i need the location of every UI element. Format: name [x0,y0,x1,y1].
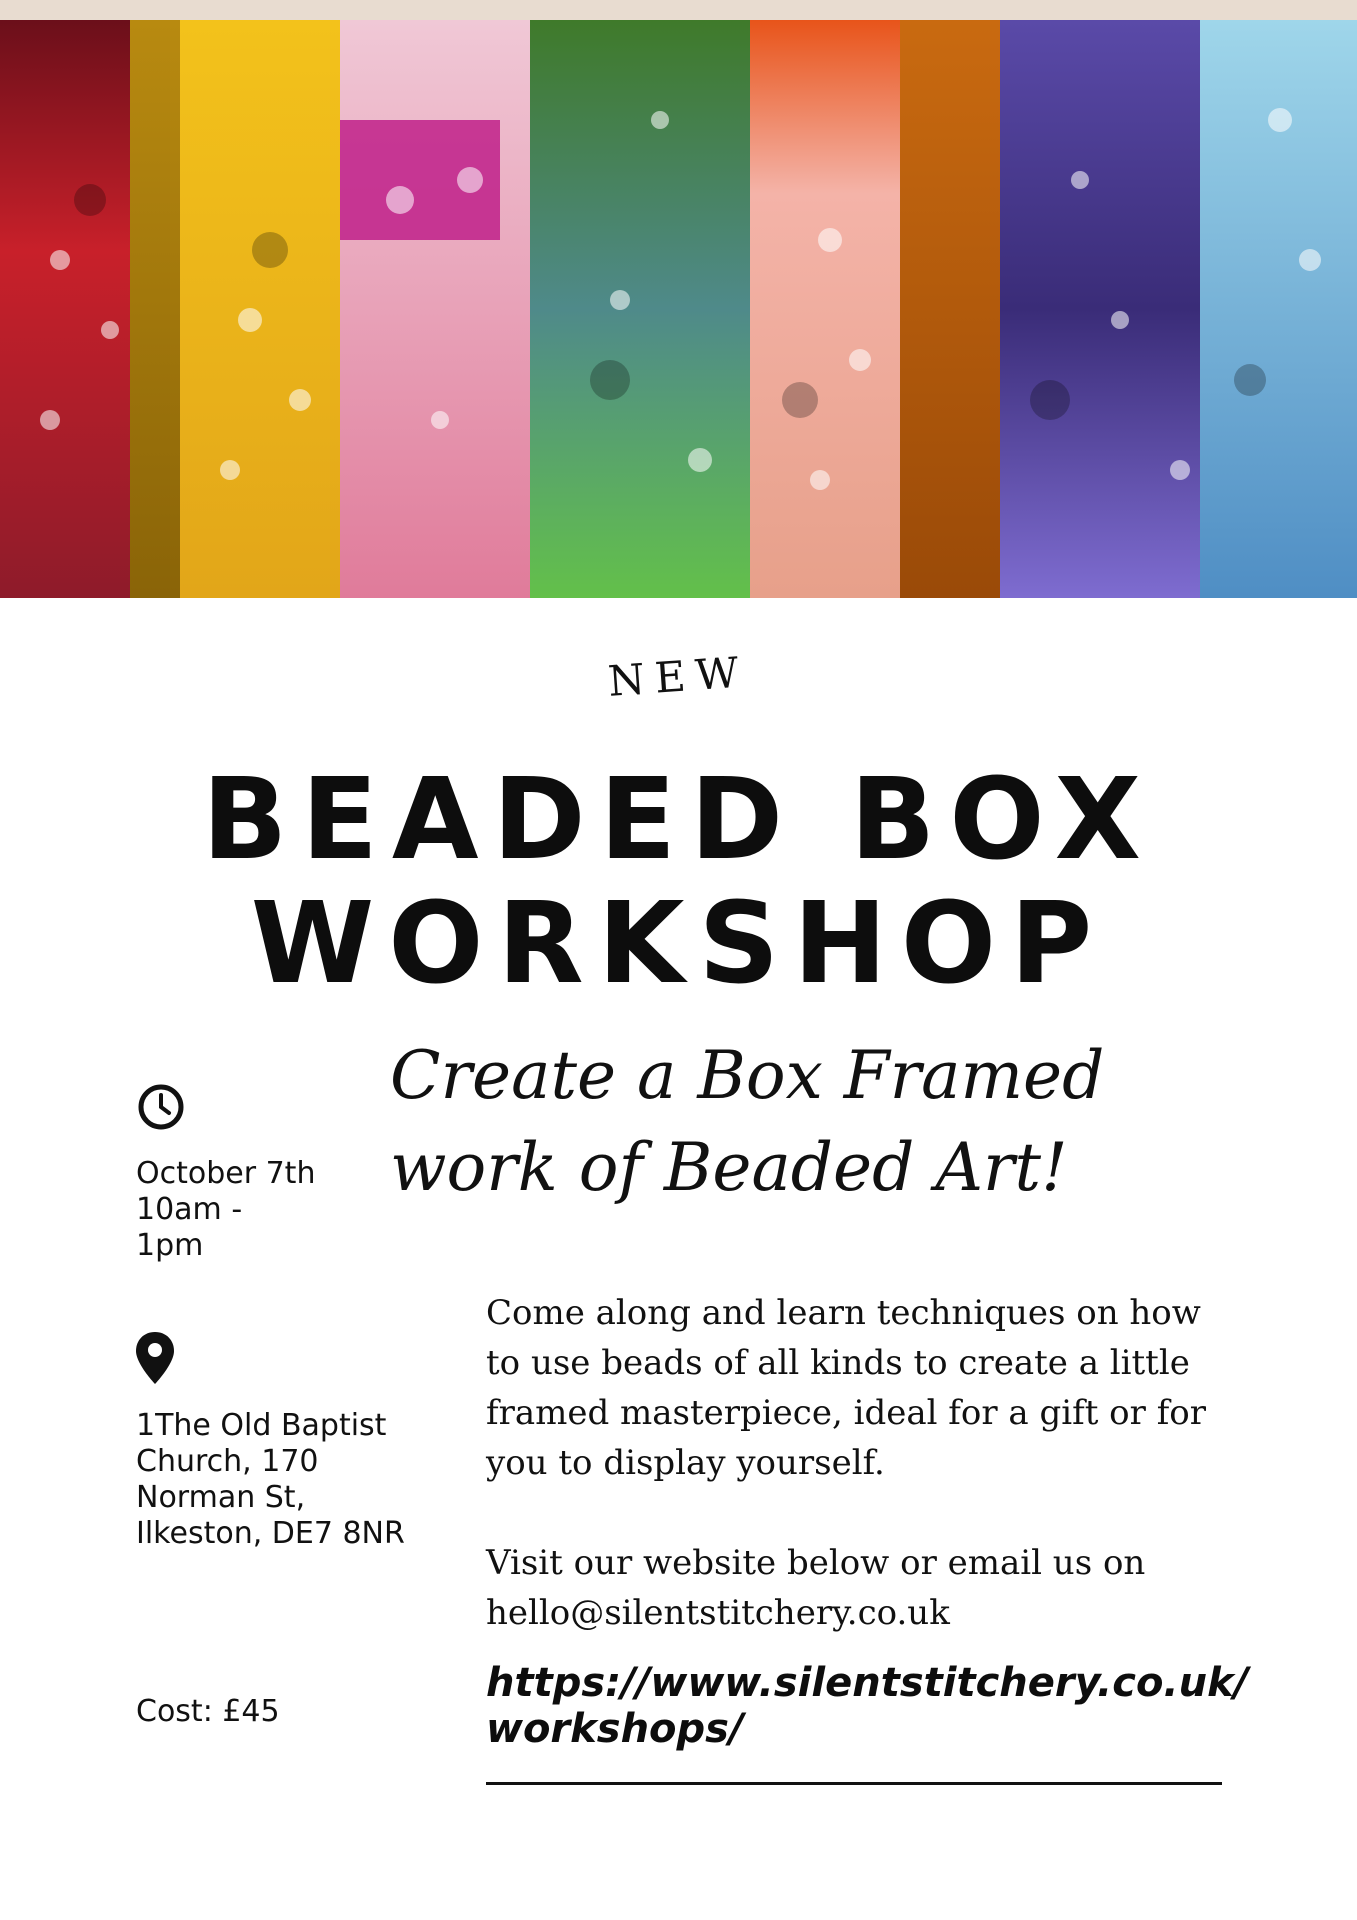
title-line-2: WORKSHOP [250,879,1107,1009]
kicker-label [0,647,1357,706]
tagline-line-1: Create a Box Framed [390,1037,1105,1114]
divider-line [486,1782,1222,1785]
event-datetime: October 7th 10am - 1pm [136,1156,316,1263]
beadwork-photo [0,0,1357,598]
beadwork-image [0,0,1357,598]
description-paragraph: Come along and learn techniques on how to use beads of all kinds to create a little framed masterpiece, ideal for a gift or for you to display yourself. [486,1293,1207,1483]
title-line-1: BEADED BOX [202,755,1155,885]
map-pin-icon [134,1330,176,1391]
workshops-link[interactable]: https://www.silentstitchery.co.uk/ workshops/ [486,1660,1249,1752]
tagline-line-2: work of Beaded Art! [390,1129,1068,1206]
kicker-text: NEW [606,647,751,706]
tagline [390,1030,1150,1214]
event-cost: Cost: £45 [136,1694,280,1729]
page-title [0,755,1357,1009]
contact-paragraph: Visit our website below or email us on hello@silentstitchery.co.uk [486,1543,1146,1633]
event-address: 1The Old Baptist Church, 170 Norman St, Ilkeston, DE7 8NR [136,1408,405,1551]
clock-icon [136,1082,186,1137]
